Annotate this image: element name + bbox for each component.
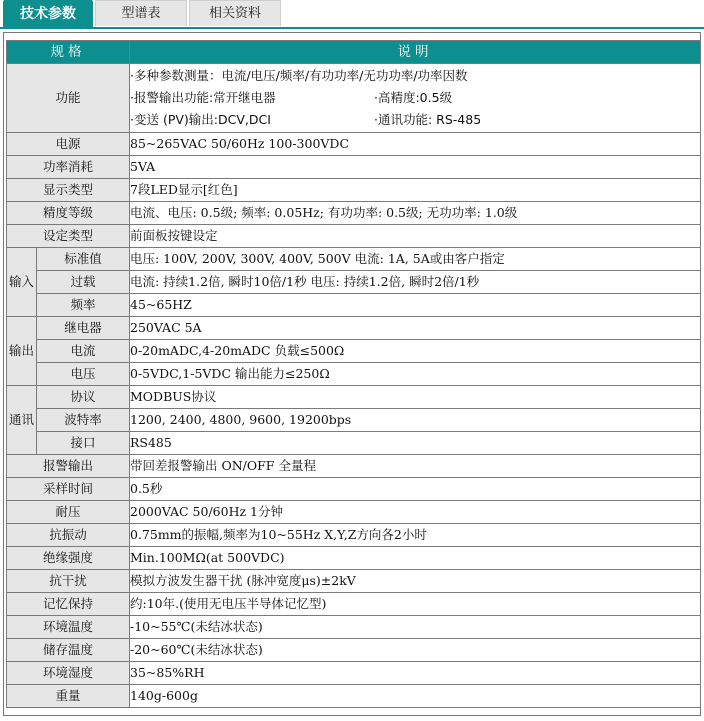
group-input-label: 输入 — [7, 248, 37, 317]
table-row — [7, 294, 701, 317]
func-transmit: ·变送 (PV)输出:DCV,DCI — [130, 112, 271, 127]
row-label: 电流 — [37, 340, 130, 363]
row-value: 35~85%RH — [130, 662, 701, 685]
func-row — [7, 64, 701, 133]
table-row — [7, 455, 701, 478]
row-value: 2000VAC 50/60Hz 1分钟 — [130, 501, 701, 524]
table-row — [7, 248, 701, 271]
row-label: 电源 — [7, 133, 130, 156]
func-comm: ·通讯功能: RS-485 — [374, 112, 482, 127]
row-label: 电压 — [37, 363, 130, 386]
func-line-2 — [130, 87, 700, 109]
row-label: 重量 — [7, 685, 130, 708]
header-row — [7, 41, 701, 64]
row-label: 频率 — [37, 294, 130, 317]
row-label: 储存温度 — [7, 639, 130, 662]
tab-underline — [0, 27, 704, 29]
row-label: 协议 — [37, 386, 130, 409]
func-alarm: ·报警输出功能:常开继电器 — [130, 90, 276, 105]
row-value: 电流、电压: 0.5级; 频率: 0.05Hz; 有功功率: 0.5级; 无功功率: 1.0级 — [130, 202, 701, 225]
row-value: 140g-600g — [130, 685, 701, 708]
row-value: 模拟方波发生器干扰 (脉冲宽度μs)±2kV — [130, 570, 701, 593]
table-row — [7, 317, 701, 340]
table-row — [7, 386, 701, 409]
func-value — [130, 64, 701, 133]
table-row — [7, 524, 701, 547]
row-value: 约:10年.(使用无电压半导体记忆型) — [130, 593, 701, 616]
row-label: 标准值 — [37, 248, 130, 271]
row-value: 0.75mm的振幅,频率为10~55Hz X,Y,Z方向各2小时 — [130, 524, 701, 547]
table-row — [7, 156, 701, 179]
table-row — [7, 662, 701, 685]
row-value: 0.5秒 — [130, 478, 701, 501]
table-row — [7, 616, 701, 639]
row-label: 精度等级 — [7, 202, 130, 225]
table-row — [7, 593, 701, 616]
tab-tech-params[interactable]: 技术参数 — [3, 0, 93, 28]
table-row — [7, 133, 701, 156]
header-spec: 规格 — [7, 41, 130, 64]
row-value: Min.100MΩ(at 500VDC) — [130, 547, 701, 570]
func-line-3 — [130, 109, 700, 131]
row-value: 7段LED显示[红色] — [130, 179, 701, 202]
table-row — [7, 685, 701, 708]
tab-bar — [0, 0, 704, 28]
table-row — [7, 478, 701, 501]
table-row — [7, 639, 701, 662]
table-row — [7, 271, 701, 294]
row-label: 显示类型 — [7, 179, 130, 202]
row-value: -10~55℃(未结冰状态) — [130, 616, 701, 639]
row-label: 记忆保持 — [7, 593, 130, 616]
tab-related-docs[interactable]: 相关资料 — [189, 0, 281, 26]
func-line-1: ·多种参数测量：电流/电压/频率/有功功率/无功功率/功率因数 — [130, 68, 468, 83]
table-row — [7, 409, 701, 432]
row-value: 电流: 持续1.2倍, 瞬时10倍/1秒 电压: 持续1.2倍, 瞬时2倍/1秒 — [130, 271, 701, 294]
table-row — [7, 547, 701, 570]
row-value: 0-20mADC,4-20mADC 负载≤500Ω — [130, 340, 701, 363]
table-row — [7, 432, 701, 455]
func-accuracy: ·高精度:0.5级 — [374, 90, 453, 105]
row-label: 报警输出 — [7, 455, 130, 478]
table-row — [7, 501, 701, 524]
row-value: 0-5VDC,1-5VDC 输出能力≤250Ω — [130, 363, 701, 386]
row-label: 继电器 — [37, 317, 130, 340]
func-label: 功能 — [7, 64, 130, 133]
row-label: 抗振动 — [7, 524, 130, 547]
row-label: 设定类型 — [7, 225, 130, 248]
row-label: 功率消耗 — [7, 156, 130, 179]
row-value: 85~265VAC 50/60Hz 100-300VDC — [130, 133, 701, 156]
row-label: 波特率 — [37, 409, 130, 432]
table-row — [7, 179, 701, 202]
row-value: -20~60℃(未结冰状态) — [130, 639, 701, 662]
table-row — [7, 225, 701, 248]
row-label: 接口 — [37, 432, 130, 455]
table-row — [7, 202, 701, 225]
row-label: 过载 — [37, 271, 130, 294]
row-value: 前面板按键设定 — [130, 225, 701, 248]
row-value: 250VAC 5A — [130, 317, 701, 340]
row-value: 电压: 100V, 200V, 300V, 400V, 500V 电流: 1A, 5A或由客户指定 — [130, 248, 701, 271]
group-comm-label: 通讯 — [7, 386, 37, 455]
row-value: 5VA — [130, 156, 701, 179]
row-label: 绝缘强度 — [7, 547, 130, 570]
table-row — [7, 340, 701, 363]
tab-model-spectrum[interactable]: 型谱表 — [95, 0, 187, 26]
row-value: 1200, 2400, 4800, 9600, 19200bps — [130, 409, 701, 432]
row-value: MODBUS协议 — [130, 386, 701, 409]
table-row — [7, 363, 701, 386]
row-value: 带回差报警输出 ON/OFF 全量程 — [130, 455, 701, 478]
row-label: 环境温度 — [7, 616, 130, 639]
table-row — [7, 570, 701, 593]
group-output-label: 输出 — [7, 317, 37, 386]
row-value: 45~65HZ — [130, 294, 701, 317]
row-label: 抗干扰 — [7, 570, 130, 593]
header-desc: 说明 — [130, 41, 701, 64]
spec-table — [6, 40, 701, 708]
row-label: 采样时间 — [7, 478, 130, 501]
row-label: 环境湿度 — [7, 662, 130, 685]
row-label: 耐压 — [7, 501, 130, 524]
row-value: RS485 — [130, 432, 701, 455]
